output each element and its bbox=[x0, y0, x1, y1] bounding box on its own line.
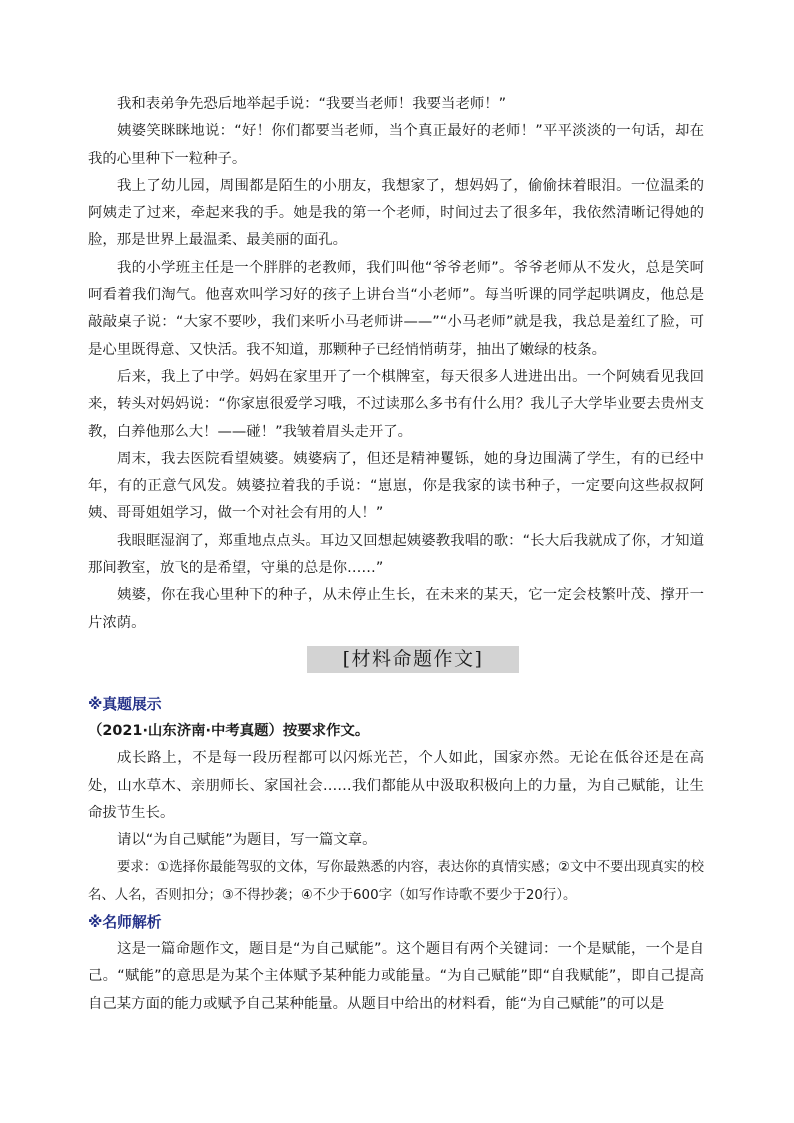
section-heading-container bbox=[88, 646, 704, 686]
exam-instruction: 请以“为自己赋能”为题目，写一篇文章。 bbox=[117, 832, 377, 849]
story-paragraph: 姨婆笑眯眯地说：“好！你们都要当老师，当个真正最好的老师！”平平淡淡的一句话，却在我的心里种下一粒种子。 bbox=[88, 123, 704, 167]
story-paragraph: 姨婆，你在我心里种下的种子，从未停止生长，在未来的某天，它一定会枝繁叶茂、撑开一片浓荫。 bbox=[88, 587, 704, 631]
story-paragraph: 我眼眶湿润了，郑重地点点头。耳边又回想起姨婆教我唱的歌：“长大后我就成了你，才知道那间教室，放飞的是希望，守巢的总是你……” bbox=[88, 532, 704, 577]
section-heading: [材料命题作文] bbox=[307, 646, 519, 673]
exam-material: 成长路上，不是每一段历程都可以闪烁光芒，个人如此，国家亦然。无论在低谷还是在高处，山水草木、亲朋师长、家国社会……我们都能从中汲取积极向上的力量，为自己赋能，让生命拔节生长。 bbox=[88, 750, 704, 821]
analysis-section-title: ※名师解析 bbox=[88, 914, 162, 932]
story-paragraph: 我上了幼儿园，周围都是陌生的小朋友，我想家了，想妈妈了，偷偷抹着眼泪。一位温柔的阿姨走了过来，牵起来我的手。她是我的第一个老师，时间过去了很多年，我依然清晰记得她的脸，那是世界上最温柔、最美丽的面孔。 bbox=[88, 177, 704, 249]
document-content bbox=[88, 91, 704, 1018]
story-paragraph: 我和表弟争先恐后地举起手说：“我要当老师！我要当老师！” bbox=[117, 96, 507, 112]
story-paragraph: 周末，我去医院看望姨婆。姨婆病了，但还是精神矍铄，她的身边围满了学生，有的已经中年，有的正意气风发。姨婆拉着我的手说：“崽崽，你是我家的读书种子，一定要向这些叔叔阿姨、哥哥姐姐学习，做一个对社会有用的人！” bbox=[88, 450, 704, 522]
exam-requirements: 要求：①选择你最能驾驭的文体，写你最熟悉的内容，表达你的真情实感；②文中不要出现真实的校名、人名，否则扣分；③不得抄袭；④不少于600字（如写作诗歌不要少于20行）。 bbox=[88, 860, 704, 903]
story-paragraph: 后来，我上了中学。妈妈在家里开了一个棋牌室，每天很多人进进出出。一个阿姨看见我回来，转头对妈妈说：“你家崽很爱学习哦，不过读那么多书有什么用？我儿子大学毕业要去贵州支教，白养他那么大！——碰！”我皱着眉头走开了。 bbox=[88, 368, 704, 440]
exam-section-title: ※真题展示 bbox=[88, 695, 162, 713]
exam-source: （2021·山东济南·中考真题）按要求作文。 bbox=[88, 722, 370, 739]
analysis-text: 这是一篇命题作文，题目是“为自己赋能”。这个题目有两个关键词：一个是赋能，一个是自己。“赋能”的意思是为某个主体赋予某种能力或能量。“为自己赋能”即“自我赋能”，即自己提高自己某方面的能力或赋予自己某种能量。从题目中给出的材料看，能“为自己赋能”的可以是 bbox=[88, 941, 704, 1012]
story-paragraph: 我的小学班主任是一个胖胖的老教师，我们叫他“爷爷老师”。爷爷老师从不发火，总是笑呵呵看着我们淘气。他喜欢叫学习好的孩子上讲台当“小老师”。每当听课的同学起哄调皮，他总是敲敲桌子说：“大家不要吵，我们来听小马老师讲——”“小马老师”就是我，我总是羞红了脸，可是心里既得意、又快活。我不知道，那颗种子已经悄悄萌芽，抽出了嫩绿的枝条。 bbox=[88, 259, 704, 358]
